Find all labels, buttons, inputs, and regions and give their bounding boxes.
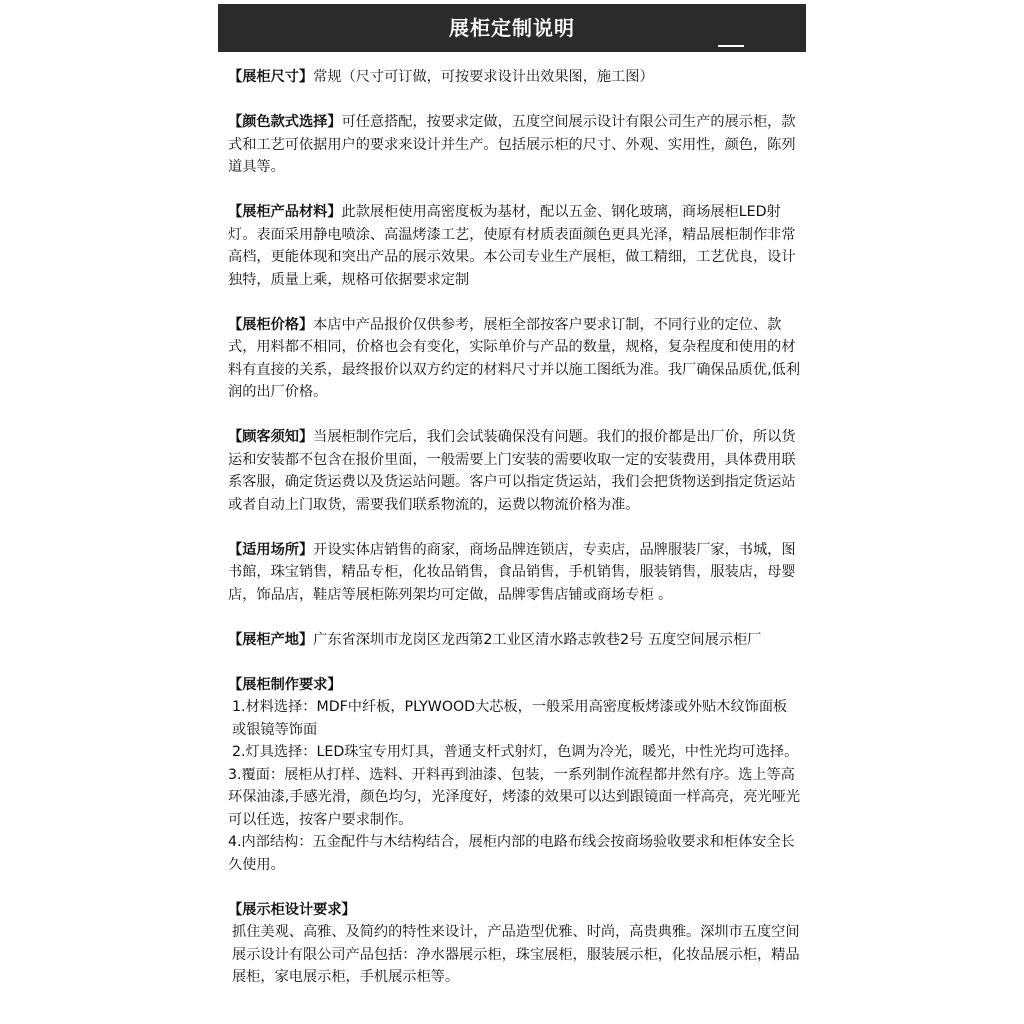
section-label: 【展柜制作要求】 [228, 676, 342, 693]
section-material [228, 201, 800, 291]
paragraph [228, 201, 800, 291]
paragraph [228, 314, 800, 404]
section-label: 【展柜价格】 [228, 316, 314, 333]
section-color-style [228, 111, 800, 179]
section-label: 【展示柜设计要求】 [228, 901, 356, 918]
section-label: 【展柜产品材料】 [228, 204, 342, 220]
section-size [228, 66, 800, 89]
paragraph [228, 66, 800, 89]
page-title: 展柜定制说明 [449, 16, 575, 40]
section-price [228, 314, 800, 404]
section-text: 开设实体店销售的商家，商场品牌连锁店，专卖店，品牌服装厂家，书城，图书館，珠宝销售，精品专柜，化妆品销售，食品销售，手机销售，服装销售，服装店，母婴店，饰品店，鞋店等展柜陈列架均可定做，品牌零售店铺或商场专柜 。 [228, 541, 796, 603]
requirement-item: 1.材料选择：MDF中纤板，PLYWOOD大芯板，一般采用高密度板烤漆或外贴木纹饰面板或银镜等饰面 [232, 699, 788, 738]
paragraph [228, 539, 800, 607]
requirement-item: 4.内部结构：五金配件与木结构结合，展柜内部的电路布线会按商场验收要求和柜体安全长久使用。 [228, 834, 795, 873]
section-text: 广东省深圳市龙岗区龙西第2工业区清水路志敦巷2号 五度空间展示柜厂 [313, 631, 762, 648]
paragraph [228, 111, 800, 179]
section-text: 常规（尺寸可订做，可按要求设计出效果图，施工图） [313, 69, 654, 85]
section-label: 【顾客须知】 [228, 429, 314, 445]
paragraph [228, 629, 800, 652]
section-label: 【展柜产地】 [228, 631, 314, 648]
section-text: 当展柜制作完后，我们会试装确保没有问题。我们的报价都是出厂价，所以货运和安装都不包含在报价里面，一般需要上门安装的需要收取一定的安装费用，具体费用联系客服，确定货运费以及货运站问题。客户可以指定货运站，我们会把货物送到指定货运站或者自动上门取货，需要我们联系物流的，运费以物流价格为准。 [228, 429, 796, 513]
section-text: 本店中产品报价仅供参考，展柜全部按客户要求订制，不同行业的定位、款式，用料都不相同，价格也会有变化，实际单价与产品的数量，规格，复杂程度和使用的材料有直接的关系，最终报价以双方约定的材料尺寸并以施工图纸为准。我厂确保品质优,低利润的出厂价格。 [228, 316, 801, 400]
paragraph [228, 426, 800, 516]
section-text: 此款展柜使用高密度板为基材，配以五金、钢化玻璃，商场展柜LED射灯。表面采用静电喷涂、高温烤漆工艺，使原有材质表面颜色更具光泽，精品展柜制作非常高档，更能体现和突出产品的展示效果。本公司专业生产展柜，做工精细，工艺优良，设计独特，质量上乘，规格可依据要求定制 [228, 204, 796, 288]
requirement-item: 2.灯具选择：LED珠宝专用灯具，普通支杆式射灯，色调为冷光，暖光，中性光均可选择。 [232, 744, 799, 760]
section-production-requirements [228, 674, 800, 877]
section-text: 可任意搭配，按要求定做，五度空间展示设计有限公司生产的展示柜，款式和工艺可依据用户的要求来设计并生产。包括展示柜的尺寸、外观、实用性，颜色，陈列道具等。 [228, 114, 796, 175]
requirement-item: 3.覆面：展柜从打样、选料、开料再到油漆、包装，一系列制作流程都井然有序。选上等高环保油漆,手感光滑，颜色均匀，光泽度好，烤漆的效果可以达到跟镜面一样高亮，亮光哑光可以任选，按客户要求制作。 [228, 766, 801, 828]
section-text: 抓住美观、高雅、及简约的特性来设计，产品造型优雅、时尚，高贵典雅。深圳市五度空间展示设计有限公司产品包括：净水器展示柜，珠宝展柜，服装展示柜，化妆品展示柜，精品展柜，家电展示柜，手机展示柜等。 [232, 924, 800, 985]
section-design-requirements [228, 899, 800, 989]
section-label: 【适用场所】 [228, 541, 314, 558]
title-underline [718, 45, 744, 47]
document-body [228, 66, 800, 1011]
title-banner [218, 4, 806, 52]
section-applicable-places [228, 539, 800, 607]
section-label: 【颜色款式选择】 [228, 114, 342, 130]
section-label: 【展柜尺寸】 [228, 69, 314, 85]
section-customer-notice [228, 426, 800, 516]
section-origin [228, 629, 800, 652]
